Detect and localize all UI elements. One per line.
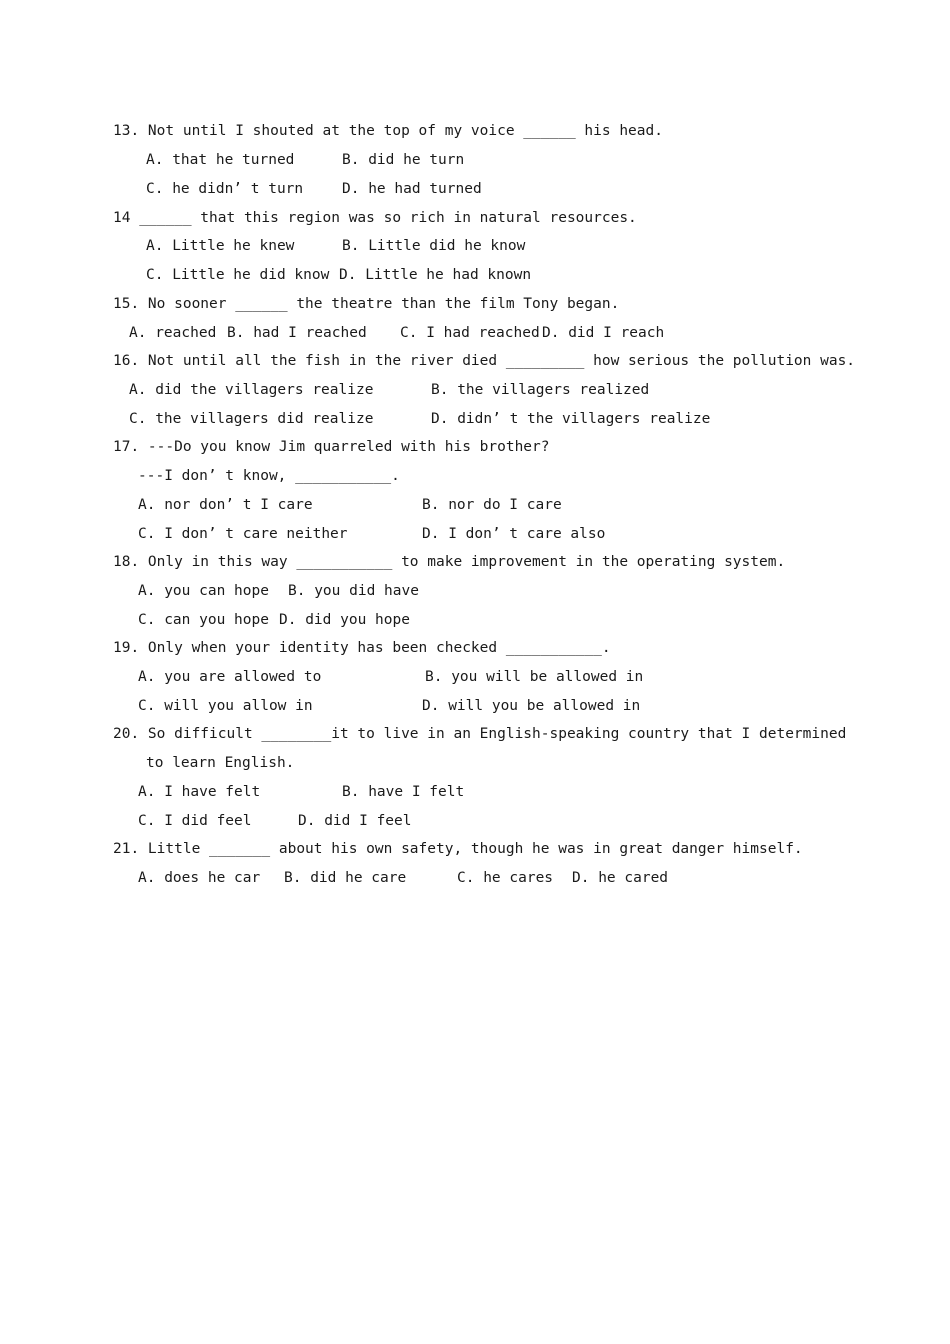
- question-19-option-c: C. will you allow in: [138, 698, 313, 714]
- question-21-option-d: D. he cared: [572, 870, 669, 886]
- question-21-stem: 21. Little _______ about his own safety, though he was in great danger himself.: [113, 841, 803, 857]
- question-17-option-b: B. nor do I care: [422, 497, 562, 513]
- question-21-option-c: C. he cares: [457, 870, 554, 886]
- question-17-option-c: C. I don’ t care neither: [138, 526, 348, 542]
- question-20-option-a: A. I have felt: [138, 784, 261, 800]
- question-21-option-a: A. does he car: [138, 870, 261, 886]
- question-20-option-d: D. did I feel: [298, 813, 412, 829]
- question-16-stem: 16. Not until all the fish in the river died _________ how serious the pollution was.: [113, 353, 856, 369]
- question-13-option-b: B. did he turn: [342, 152, 465, 168]
- question-14-option-b: B. Little did he know: [342, 238, 526, 254]
- question-18-option-b: B. you did have: [288, 583, 419, 599]
- question-13-option-c: C. he didn’ t turn: [146, 181, 304, 197]
- question-14-stem: 14 ______ that this region was so rich in natural resources.: [113, 210, 637, 226]
- question-17-option-a: A. nor don’ t I care: [138, 497, 313, 513]
- question-19-stem: 19. Only when your identity has been checked ___________.: [113, 640, 611, 656]
- question-14-option-a: A. Little he knew: [146, 238, 295, 254]
- question-15-stem: 15. No sooner ______ the theatre than the film Tony began.: [113, 296, 620, 312]
- question-16-option-d: D. didn’ t the villagers realize: [431, 411, 711, 427]
- question-18-option-d: D. did you hope: [279, 612, 410, 628]
- question-20-stem: 20. So difficult ________it to live in an English-speaking country that I determined: [113, 726, 847, 742]
- question-15-option-c: C. I had reached: [400, 325, 540, 341]
- question-18-option-c: C. can you hope: [138, 612, 269, 628]
- question-17-stem-reply: ---I don’ t know, ___________.: [138, 468, 400, 484]
- question-19-option-a: A. you are allowed to: [138, 669, 322, 685]
- question-16-option-c: C. the villagers did realize: [129, 411, 374, 427]
- question-19-option-b: B. you will be allowed in: [425, 669, 644, 685]
- question-14-option-c: C. Little he did know: [146, 267, 330, 283]
- question-16-option-a: A. did the villagers realize: [129, 382, 374, 398]
- question-13-stem: 13. Not until I shouted at the top of my voice ______ his head.: [113, 123, 663, 139]
- question-13-option-a: A. that he turned: [146, 152, 295, 168]
- question-16-option-b: B. the villagers realized: [431, 382, 650, 398]
- question-20-option-c: C. I did feel: [138, 813, 252, 829]
- question-21-option-b: B. did he care: [284, 870, 407, 886]
- question-20-option-b: B. have I felt: [342, 784, 465, 800]
- question-15-option-d: D. did I reach: [542, 325, 665, 341]
- question-17-option-d: D. I don’ t care also: [422, 526, 606, 542]
- question-17-stem: 17. ---Do you know Jim quarreled with his brother?: [113, 439, 550, 455]
- question-14-option-d: D. Little he had known: [339, 267, 532, 283]
- question-15-option-a: A. reached: [129, 325, 217, 341]
- question-18-stem: 18. Only in this way ___________ to make improvement in the operating system.: [113, 554, 786, 570]
- question-18-option-a: A. you can hope: [138, 583, 269, 599]
- question-13-option-d: D. he had turned: [342, 181, 482, 197]
- question-19-option-d: D. will you be allowed in: [422, 698, 641, 714]
- question-15-option-b: B. had I reached: [227, 325, 367, 341]
- question-20-stem-continued: to learn English.: [146, 755, 295, 771]
